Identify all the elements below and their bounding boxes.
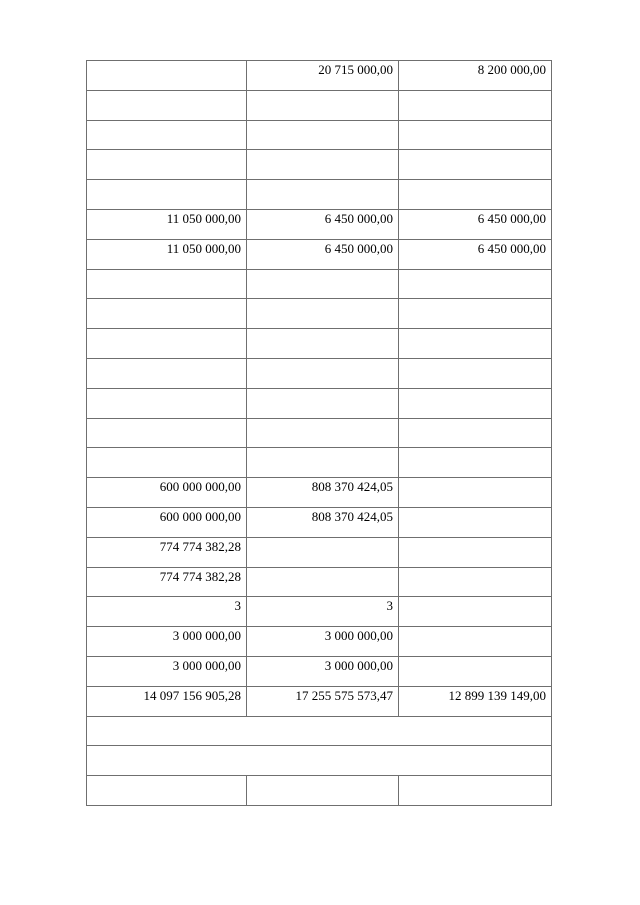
table-cell	[87, 746, 552, 776]
table-row	[87, 776, 552, 806]
budget-table-body	[87, 61, 552, 806]
table-cell	[399, 448, 552, 478]
table-cell: 774 774 382,28	[87, 537, 247, 567]
table-cell	[399, 329, 552, 359]
table-cell	[87, 299, 247, 329]
table-row	[87, 627, 552, 657]
table-cell: 808 370 424,05	[247, 478, 399, 508]
table-cell	[399, 627, 552, 657]
table-cell	[87, 61, 247, 91]
table-cell	[399, 120, 552, 150]
table-cell	[247, 358, 399, 388]
table-cell	[247, 90, 399, 120]
table-cell: 6 450 000,00	[247, 239, 399, 269]
table-cell: 3	[247, 597, 399, 627]
table-cell	[399, 567, 552, 597]
table-row	[87, 269, 552, 299]
table-cell	[399, 418, 552, 448]
table-cell	[87, 358, 247, 388]
table-cell	[247, 537, 399, 567]
table-cell	[247, 150, 399, 180]
table-cell: 8 200 000,00	[399, 61, 552, 91]
table-cell	[399, 269, 552, 299]
table-cell: 808 370 424,05	[247, 507, 399, 537]
table-row	[87, 388, 552, 418]
table-cell: 600 000 000,00	[87, 478, 247, 508]
table-cell	[247, 120, 399, 150]
table-cell: 3 000 000,00	[247, 656, 399, 686]
table-cell: 11 050 000,00	[87, 239, 247, 269]
table-cell: 11 050 000,00	[87, 209, 247, 239]
table-cell	[87, 150, 247, 180]
table-cell	[399, 388, 552, 418]
table-cell: 20 715 000,00	[247, 61, 399, 91]
table-cell	[399, 90, 552, 120]
table-row	[87, 537, 552, 567]
table-cell	[399, 299, 552, 329]
table-cell: 3 000 000,00	[247, 627, 399, 657]
table-row	[87, 507, 552, 537]
table-cell: 12 899 139 149,00	[399, 686, 552, 716]
table-row	[87, 180, 552, 210]
table-row	[87, 358, 552, 388]
table-row	[87, 299, 552, 329]
table-cell	[87, 388, 247, 418]
table-cell: 774 774 382,28	[87, 567, 247, 597]
table-row	[87, 656, 552, 686]
table-cell	[87, 448, 247, 478]
table-row	[87, 209, 552, 239]
table-cell	[87, 776, 247, 806]
table-row	[87, 150, 552, 180]
table-row	[87, 418, 552, 448]
table-cell: 6 450 000,00	[399, 209, 552, 239]
table-cell: 3	[87, 597, 247, 627]
table-cell	[87, 120, 247, 150]
table-cell: 17 255 575 573,47	[247, 686, 399, 716]
table-row	[87, 597, 552, 627]
table-cell	[87, 180, 247, 210]
table-row	[87, 567, 552, 597]
table-cell	[399, 358, 552, 388]
table-cell	[399, 537, 552, 567]
table-cell	[399, 656, 552, 686]
budget-table-container	[86, 60, 551, 806]
table-cell	[87, 716, 552, 746]
table-cell	[247, 299, 399, 329]
table-cell	[87, 418, 247, 448]
table-cell	[247, 567, 399, 597]
table-cell	[399, 150, 552, 180]
table-row	[87, 448, 552, 478]
table-row	[87, 61, 552, 91]
table-cell	[87, 90, 247, 120]
table-row	[87, 239, 552, 269]
table-row	[87, 120, 552, 150]
table-cell	[399, 597, 552, 627]
table-cell: 6 450 000,00	[247, 209, 399, 239]
table-cell: 600 000 000,00	[87, 507, 247, 537]
table-cell	[247, 329, 399, 359]
budget-table	[86, 60, 552, 806]
table-cell	[247, 269, 399, 299]
table-row	[87, 716, 552, 746]
table-cell	[247, 180, 399, 210]
table-row	[87, 746, 552, 776]
table-row	[87, 329, 552, 359]
table-cell	[87, 329, 247, 359]
table-cell: 3 000 000,00	[87, 656, 247, 686]
table-cell	[247, 418, 399, 448]
table-cell	[247, 448, 399, 478]
table-row	[87, 478, 552, 508]
table-cell: 6 450 000,00	[399, 239, 552, 269]
table-row	[87, 686, 552, 716]
table-cell	[399, 478, 552, 508]
table-cell	[399, 507, 552, 537]
table-row	[87, 90, 552, 120]
table-cell	[87, 269, 247, 299]
table-cell	[247, 776, 399, 806]
table-cell: 14 097 156 905,28	[87, 686, 247, 716]
table-cell	[399, 180, 552, 210]
table-cell	[247, 388, 399, 418]
table-cell	[399, 776, 552, 806]
table-cell: 3 000 000,00	[87, 627, 247, 657]
